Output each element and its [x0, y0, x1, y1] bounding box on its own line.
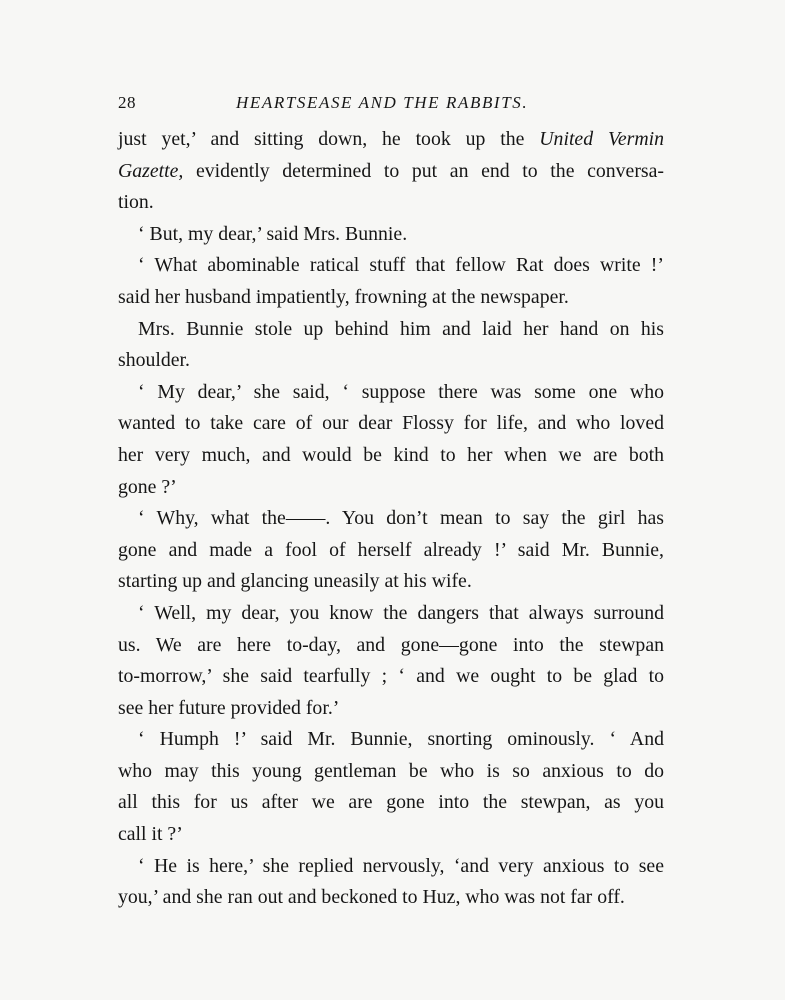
text-line: [118, 377, 664, 409]
text-line: [118, 124, 664, 156]
text-line: [118, 756, 664, 788]
text-line: [118, 282, 664, 314]
line-text: just yet,’ and sitting down, he took up the: [118, 128, 540, 150]
line-text: us. We are here to-day, and gone—gone into the stewpan: [118, 633, 664, 656]
line-text: you,’ and she ran out and beckoned to Huz, who was not far off.: [118, 886, 625, 909]
line-text: call it ?’: [118, 823, 183, 846]
line-text: to-morrow,’ she said tearfully ; ‘ and we ought to be glad to: [118, 665, 664, 688]
line-text: ‘ Why, what the——. You don’t mean to say the girl has: [138, 507, 664, 530]
text-line: [118, 787, 664, 819]
page-number: 28: [118, 93, 136, 112]
text-line: [118, 724, 664, 756]
text-line: [118, 882, 664, 914]
body-text: [118, 124, 664, 914]
text-line: [118, 693, 664, 725]
paragraph: [118, 851, 664, 914]
text-line: [118, 630, 664, 662]
text-line: [118, 219, 664, 251]
text-line: [118, 314, 664, 346]
text-line: [118, 440, 664, 472]
line-text: who may this young gentleman be who is so anxious to do: [118, 759, 664, 782]
text-line: [118, 503, 664, 535]
line-text: gone ?’: [118, 475, 177, 498]
text-line: [118, 187, 664, 219]
line-text: said her husband impatiently, frowning at the newspaper.: [118, 285, 569, 308]
paragraph: [118, 377, 664, 503]
line-text: ‘ But, my dear,’ said Mrs. Bunnie.: [138, 222, 408, 245]
text-line: [118, 535, 664, 567]
text-line: [118, 472, 664, 504]
paragraph: [118, 250, 664, 313]
paragraph: [118, 314, 664, 377]
italic-title-text: United Vermin: [539, 128, 665, 150]
running-title: HEARTSEASE AND THE RABBITS.: [236, 93, 529, 112]
page-header: [118, 93, 664, 117]
line-text: gone and made a fool of herself already !’ said Mr. Bunnie,: [118, 538, 664, 561]
line-text: ‘ Well, my dear, you know the dangers that always surround: [138, 601, 664, 624]
line-text: starting up and glancing uneasily at his wife.: [118, 570, 472, 593]
text-line: [118, 156, 664, 188]
line-text: see her future provided for.’: [118, 696, 340, 719]
line-text: all this for us after we are gone into the stewpan, as you: [118, 791, 664, 814]
line-text: ‘ He is here,’ she replied nervously, ‘and very anxious to see: [138, 854, 664, 877]
text-line: [118, 408, 664, 440]
paragraph: [118, 124, 664, 219]
line-text: evidently determined to put an end to the conversa-: [183, 159, 664, 182]
line-text: ‘ My dear,’ she said, ‘ suppose there was some one who: [138, 380, 664, 403]
text-line: [118, 598, 664, 630]
text-line: [118, 661, 664, 693]
line-text: tion.: [118, 191, 154, 214]
line-text: Mrs. Bunnie stole up behind him and laid her hand on his: [138, 317, 664, 340]
paragraph: [118, 219, 664, 251]
text-line: [118, 851, 664, 883]
line-text: ‘ What abominable ratical stuff that fellow Rat does write !’: [138, 254, 664, 277]
text-line: [118, 819, 664, 851]
line-text: ‘ Humph !’ said Mr. Bunnie, snorting ominously. ‘ And: [138, 728, 664, 751]
line-text: wanted to take care of our dear Flossy for life, and who loved: [118, 412, 664, 435]
paragraph: [118, 724, 664, 850]
text-line: [118, 566, 664, 598]
paragraph: [118, 503, 664, 598]
line-text: her very much, and would be kind to her when we are both: [118, 443, 664, 466]
paragraph: [118, 598, 664, 724]
text-line: [118, 345, 664, 377]
text-line: [118, 250, 664, 282]
line-text: shoulder.: [118, 349, 190, 372]
italic-title-text: Gazette,: [118, 159, 184, 182]
